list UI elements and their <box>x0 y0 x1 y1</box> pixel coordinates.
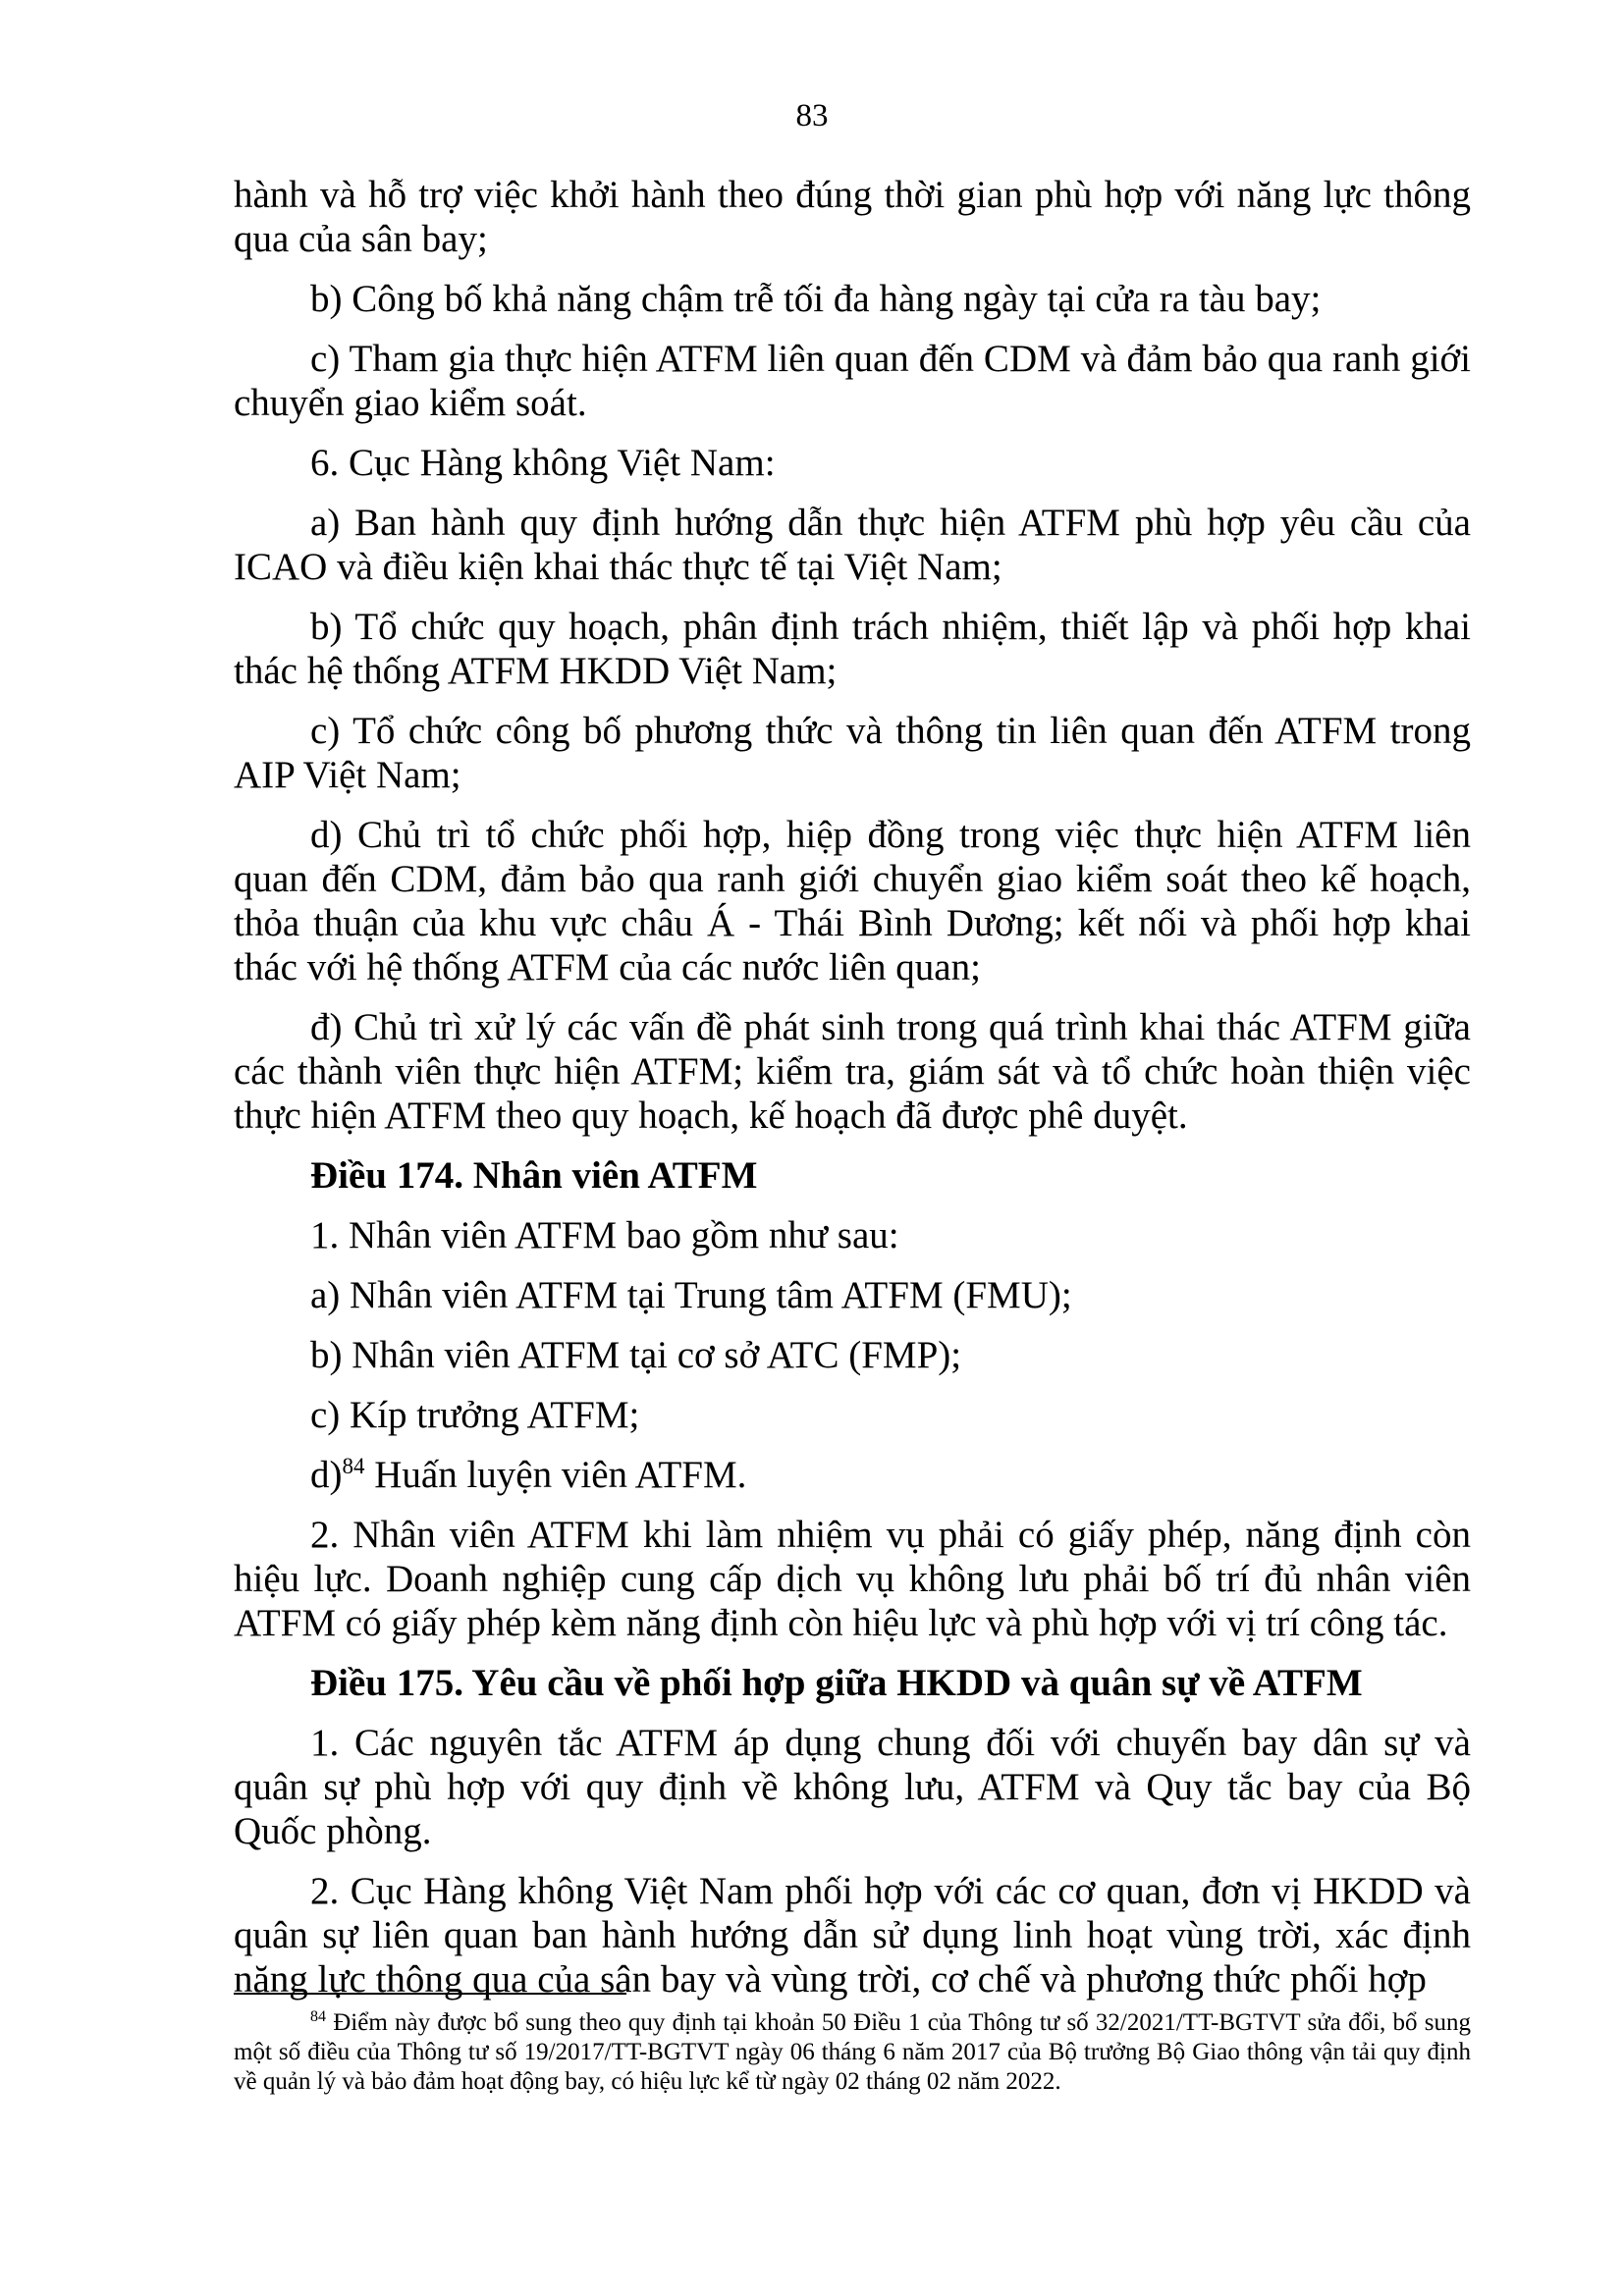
footnote-number: 84 <box>310 2008 326 2025</box>
document-body <box>234 173 1471 2017</box>
item-d-prefix: d) <box>310 1454 343 1496</box>
paragraph-174-item-a: a) Nhân viên ATFM tại Trung tâm ATFM (FMU); <box>310 1274 1072 1316</box>
paragraph-174-clause-1: 1. Nhân viên ATFM bao gồm như sau: <box>310 1214 899 1256</box>
paragraph-174-item-b: b) Nhân viên ATFM tại cơ sở ATC (FMP); <box>310 1334 962 1376</box>
paragraph-continuation: hành và hỗ trợ việc khởi hành theo đúng thời gian phù hợp với năng lực thông qua của sân bay; <box>234 174 1471 260</box>
footnote-paragraph <box>234 2008 1471 2097</box>
footnote-text: Điểm này được bổ sung theo quy định tại khoản 50 Điều 1 của Thông tư số 32/2021/TT-BGTVT sửa đổi, bổ sung một số điều của Thông tư số 19/2017/TT-BGTVT ngày 06 tháng 6 năm 2017 của Bộ trưởng Bộ Giao thông vận tải quy định về quản lý và bảo đảm hoạt động bay, có hiệu lực kể từ ngày 02 tháng 02 năm 2022. <box>234 2009 1471 2095</box>
paragraph-clause-6: 6. Cục Hàng không Việt Nam: <box>310 442 776 484</box>
paragraph-item-a-regulation: a) Ban hành quy định hướng dẫn thực hiện ATFM phù hợp yêu cầu của ICAO và điều kiện khai thác thực tế tại Việt Nam; <box>234 502 1471 588</box>
paragraph-174-item-d <box>234 1453 1471 1497</box>
paragraph-item-dd-issues: đ) Chủ trì xử lý các vấn đề phát sinh trong quá trình khai thác ATFM giữa các thành viên thực hiện ATFM; kiểm tra, giám sát và tổ chức hoàn thiện việc thực hiện ATFM theo quy hoạch, kế hoạch đã được phê duyệt. <box>234 1006 1471 1137</box>
item-d-text: Huấn luyện viên ATFM. <box>364 1454 747 1496</box>
footnote-reference[interactable]: 84 <box>342 1454 365 1478</box>
page-number: 83 <box>795 98 829 133</box>
footnote <box>234 2008 1471 2097</box>
paragraph-item-d-coordination: d) Chủ trì tổ chức phối hợp, hiệp đồng trong việc thực hiện ATFM liên quan đến CDM, đảm bảo qua ranh giới chuyển giao kiểm soát theo kế hoạch, thỏa thuận của khu vực châu Á - Thái Bình Dương; kết nối và phối hợp khai thác với hệ thống ATFM của các nước liên quan; <box>234 814 1471 988</box>
article-175-heading: Điều 175. Yêu cầu về phối hợp giữa HKDD và quân sự về ATFM <box>310 1662 1363 1704</box>
paragraph-174-clause-2: 2. Nhân viên ATFM khi làm nhiệm vụ phải có giấy phép, năng định còn hiệu lực. Doanh nghiệp cung cấp dịch vụ không lưu phải bố trí đủ nhân viên ATFM có giấy phép kèm năng định còn hiệu lực và phù hợp với vị trí công tác. <box>234 1514 1471 1644</box>
paragraph-item-c-aip: c) Tổ chức công bố phương thức và thông tin liên quan đến ATFM trong AIP Việt Nam; <box>234 710 1471 796</box>
paragraph-item-b-publish-delay: b) Công bố khả năng chậm trễ tối đa hàng ngày tại cửa ra tàu bay; <box>310 278 1322 320</box>
paragraph-item-b-planning: b) Tổ chức quy hoạch, phân định trách nhiệm, thiết lập và phối hợp khai thác hệ thống ATFM HKDD Việt Nam; <box>234 606 1471 692</box>
paragraph-175-clause-2: 2. Cục Hàng không Việt Nam phối hợp với các cơ quan, đơn vị HKDD và quân sự liên quan ban hành hướng dẫn sử dụng linh hoạt vùng trời, xác định năng lực thông qua của sân bay và vùng trời, cơ chế và phương thức phối hợp <box>234 1870 1471 2001</box>
paragraph-item-c-cdm: c) Tham gia thực hiện ATFM liên quan đến CDM và đảm bảo qua ranh giới chuyển giao kiểm soát. <box>234 338 1471 424</box>
article-174-heading: Điều 174. Nhân viên ATFM <box>310 1154 758 1197</box>
footnote-separator <box>234 1993 626 1995</box>
paragraph-174-item-c: c) Kíp trưởng ATFM; <box>310 1394 640 1436</box>
paragraph-175-clause-1: 1. Các nguyên tắc ATFM áp dụng chung đối với chuyến bay dân sự và quân sự phù hợp với quy định về không lưu, ATFM và Quy tắc bay của Bộ Quốc phòng. <box>234 1722 1471 1852</box>
